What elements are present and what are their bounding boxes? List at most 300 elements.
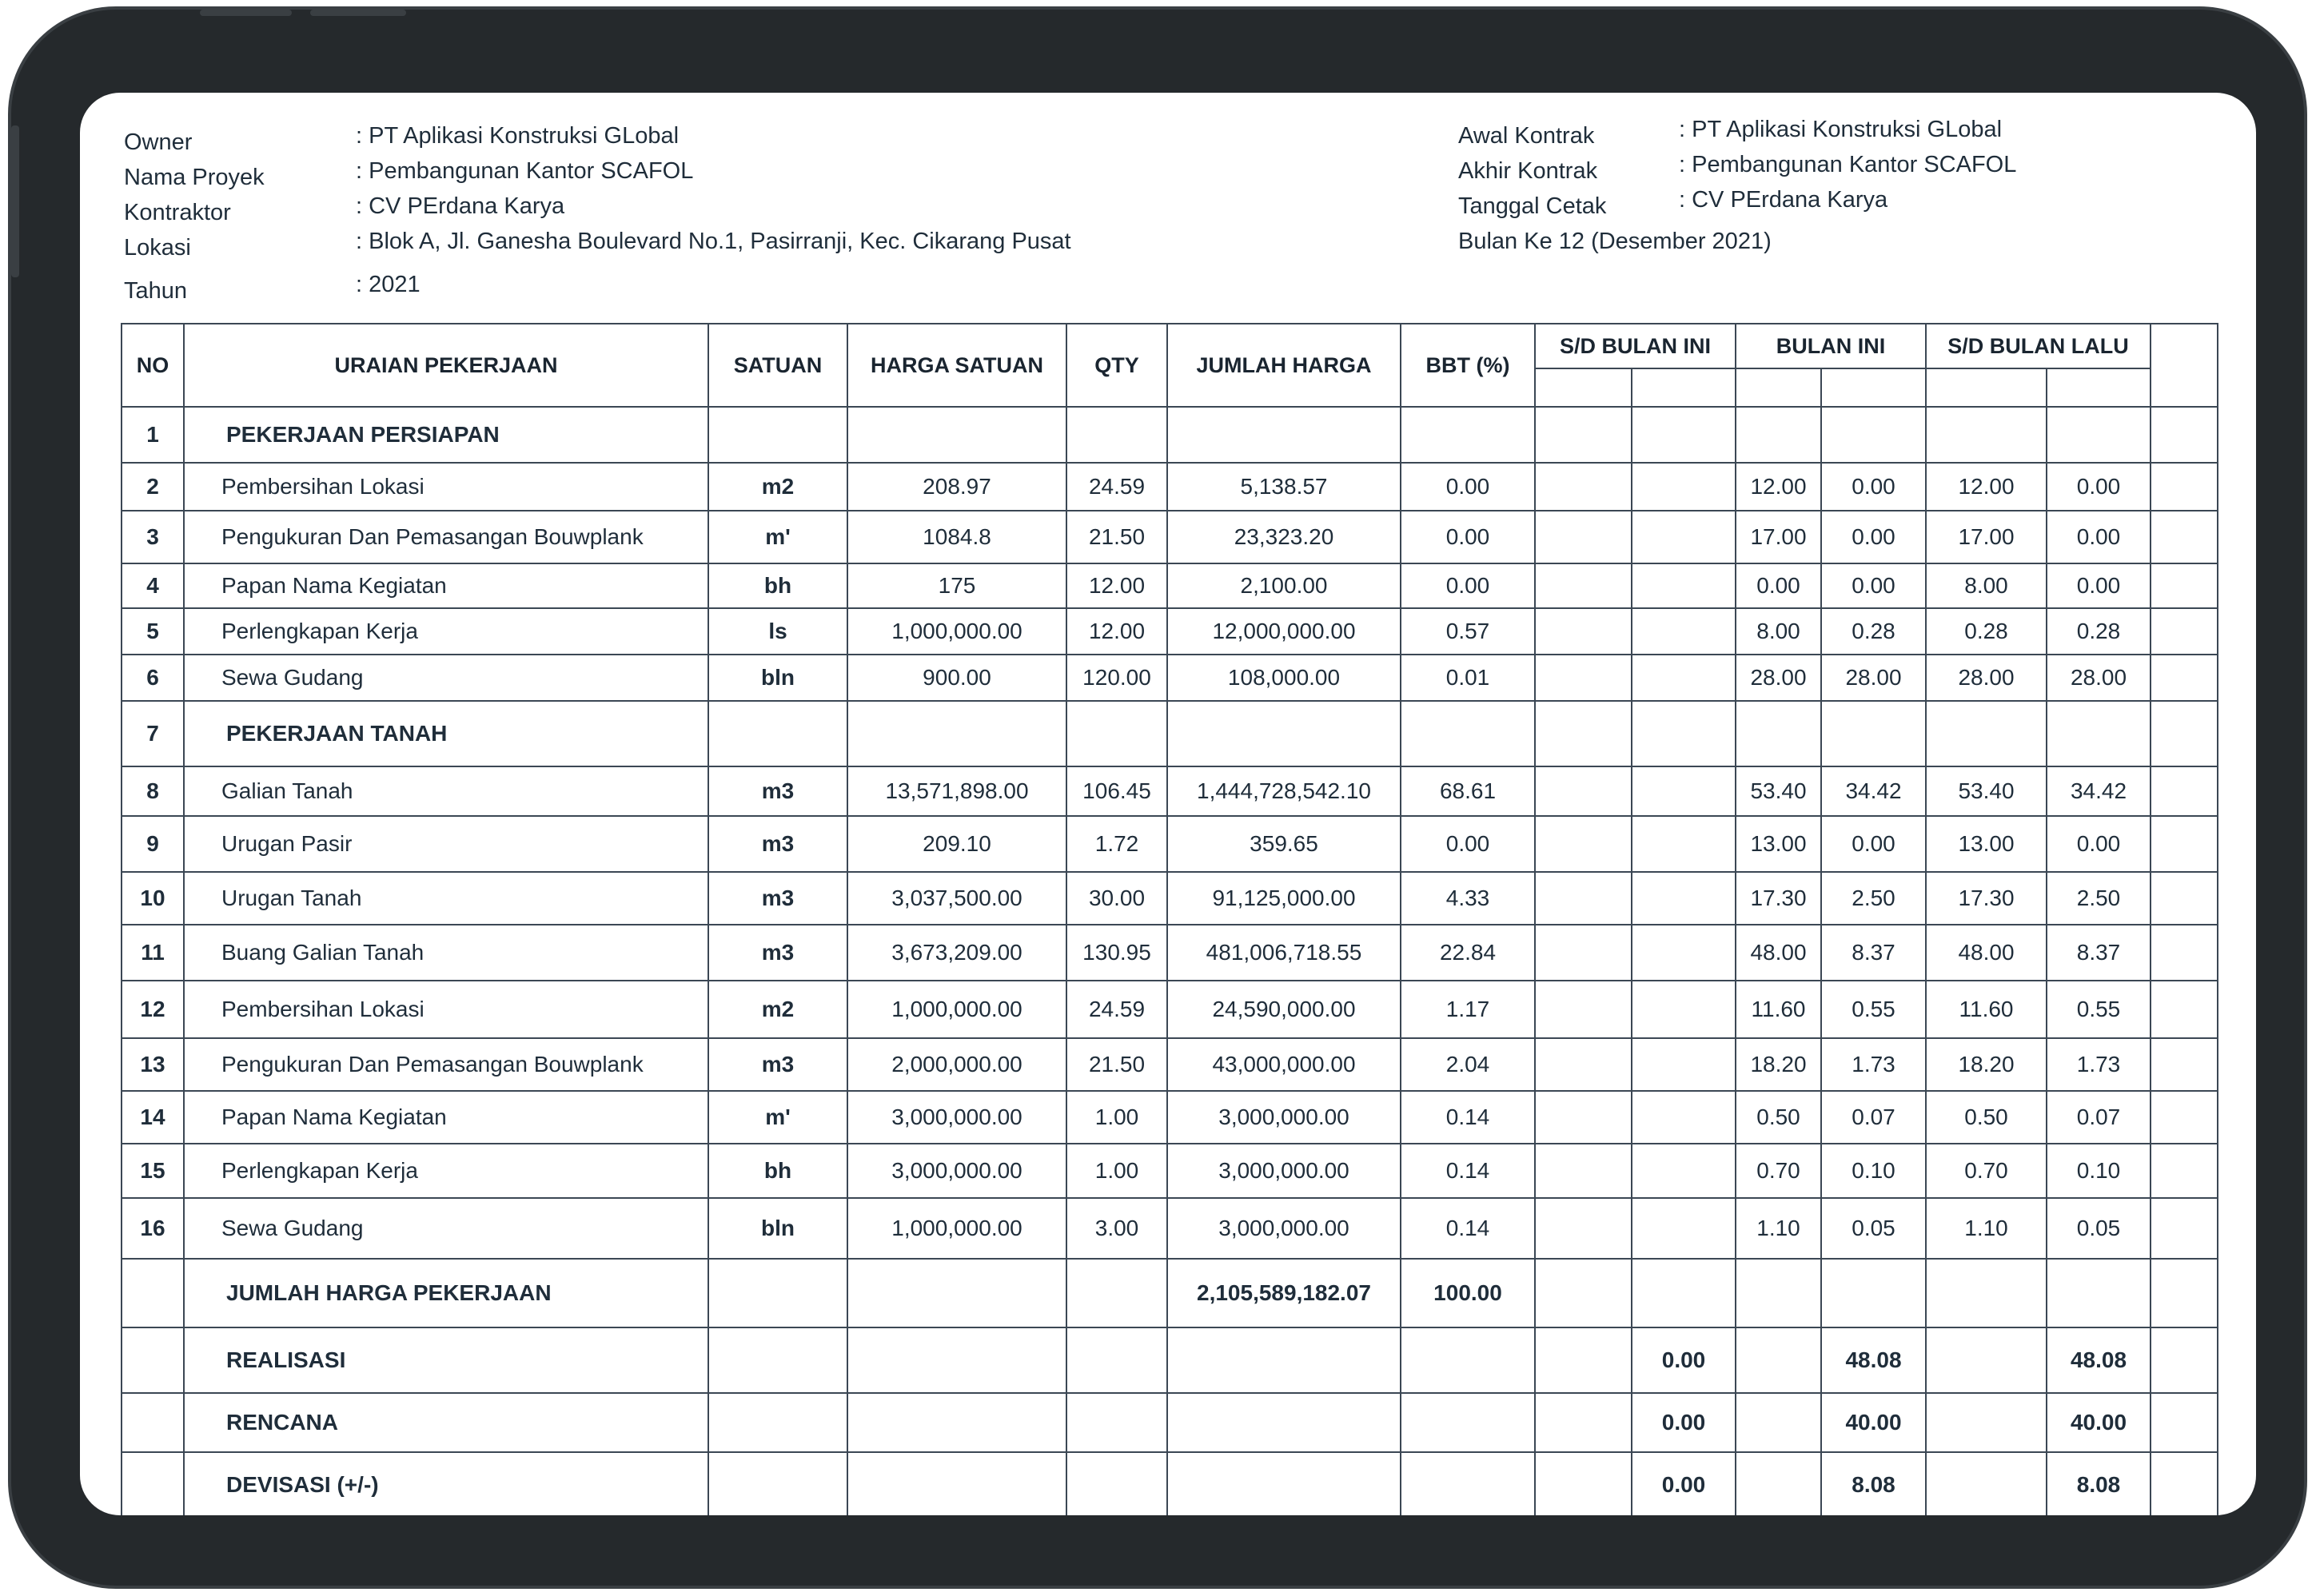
info-label: Tanggal Cetak [1458, 193, 1607, 219]
row-extra-cell [2151, 655, 2218, 701]
row-qty: 12.00 [1066, 563, 1167, 608]
row-sd-bulan-lalu-b: 1.73 [2047, 1038, 2151, 1091]
col-header-qty: QTY [1066, 324, 1167, 407]
row-uraian: Sewa Gudang [184, 1198, 708, 1259]
sub-header-cell [2047, 368, 2151, 407]
row-sd-bulan-ini-a [1535, 872, 1632, 925]
row-jumlah-harga: 3,000,000.00 [1167, 1091, 1401, 1144]
tablet-screen [80, 93, 2256, 1515]
row-bulan-ini-a: 0.70 [1736, 1144, 1821, 1198]
row-bbt: 2.04 [1401, 1038, 1535, 1091]
row-sd-bulan-ini-a [1535, 925, 1632, 981]
row-extra-cell [2151, 511, 2218, 563]
row-qty: 130.95 [1066, 925, 1167, 981]
row-satuan: m3 [708, 766, 847, 816]
row-bulan-ini-b: 0.55 [1821, 981, 1926, 1038]
total-row [122, 1452, 2218, 1515]
total-no [122, 1393, 184, 1452]
row-bulan-ini-b: 0.28 [1821, 608, 1926, 655]
row-bbt: 0.00 [1401, 563, 1535, 608]
row-extra-cell [2151, 816, 2218, 872]
row-sd-bulan-lalu-a: 0.50 [1926, 1091, 2047, 1144]
row-no: 13 [122, 1038, 184, 1091]
row-extra-cell [2151, 1144, 2218, 1198]
row-satuan: m2 [708, 981, 847, 1038]
row-bulan-ini-b [1821, 407, 1926, 463]
row-bulan-ini-b: 0.00 [1821, 816, 1926, 872]
info-value: : Pembangunan Kantor SCAFOL [1679, 152, 2017, 177]
total-sd-bulan-ini-a [1535, 1452, 1632, 1515]
row-sd-bulan-ini-a [1535, 981, 1632, 1038]
row-uraian: Papan Nama Kegiatan [184, 1091, 708, 1144]
total-qty [1066, 1327, 1167, 1393]
total-sd-bulan-lalu-b: 8.08 [2047, 1452, 2151, 1515]
row-sd-bulan-lalu-b: 8.37 [2047, 925, 2151, 981]
row-jumlah-harga: 359.65 [1167, 816, 1401, 872]
row-sd-bulan-lalu-a: 12.00 [1926, 463, 2047, 511]
row-uraian: PEKERJAAN PERSIAPAN [184, 407, 708, 463]
row-sd-bulan-ini-b [1632, 1038, 1736, 1091]
row-uraian: Perlengkapan Kerja [184, 608, 708, 655]
row-sd-bulan-lalu-b: 0.05 [2047, 1198, 2151, 1259]
tablet-button-top [200, 10, 292, 16]
row-sd-bulan-lalu-a: 11.60 [1926, 981, 2047, 1038]
row-jumlah-harga: 23,323.20 [1167, 511, 1401, 563]
row-qty: 106.45 [1066, 766, 1167, 816]
total-no [122, 1452, 184, 1515]
row-sd-bulan-lalu-b: 0.07 [2047, 1091, 2151, 1144]
row-uraian: Buang Galian Tanah [184, 925, 708, 981]
row-uraian: Galian Tanah [184, 766, 708, 816]
row-harga-satuan: 208.97 [847, 463, 1066, 511]
row-sd-bulan-ini-b [1632, 981, 1736, 1038]
total-bulan-ini-b: 40.00 [1821, 1393, 1926, 1452]
total-extra [2151, 1393, 2218, 1452]
col-header-extra [2151, 324, 2218, 407]
row-sd-bulan-ini-a [1535, 407, 1632, 463]
total-bulan-ini-a [1736, 1393, 1821, 1452]
row-bbt: 22.84 [1401, 925, 1535, 981]
row-bulan-ini-a: 11.60 [1736, 981, 1821, 1038]
total-harga [847, 1327, 1066, 1393]
table-row [122, 463, 2218, 511]
row-no: 1 [122, 407, 184, 463]
row-qty: 1.00 [1066, 1091, 1167, 1144]
row-extra-cell [2151, 1038, 2218, 1091]
row-sd-bulan-lalu-b: 0.10 [2047, 1144, 2151, 1198]
row-jumlah-harga: 3,000,000.00 [1167, 1144, 1401, 1198]
row-harga-satuan: 3,673,209.00 [847, 925, 1066, 981]
total-sd-bulan-ini-a [1535, 1327, 1632, 1393]
info-value: : PT Aplikasi Konstruksi GLobal [1679, 117, 2003, 142]
project-info-left [124, 123, 1243, 307]
row-qty: 120.00 [1066, 655, 1167, 701]
row-bulan-ini-a: 12.00 [1736, 463, 1821, 511]
table-totals [122, 1259, 2218, 1515]
row-sd-bulan-lalu-b: 34.42 [2047, 766, 2151, 816]
row-satuan: m3 [708, 816, 847, 872]
row-sd-bulan-ini-b [1632, 1144, 1736, 1198]
row-bulan-ini-b: 2.50 [1821, 872, 1926, 925]
rab-table [121, 323, 2218, 1515]
col-header-bulan-ini: BULAN INI [1736, 324, 1926, 368]
total-row [122, 1259, 2218, 1327]
row-bulan-ini-a: 0.50 [1736, 1091, 1821, 1144]
row-harga-satuan: 175 [847, 563, 1066, 608]
row-satuan [708, 407, 847, 463]
total-extra [2151, 1327, 2218, 1393]
row-satuan: m3 [708, 925, 847, 981]
row-bulan-ini-b: 0.07 [1821, 1091, 1926, 1144]
row-satuan [708, 701, 847, 766]
info-row-owner [124, 123, 1243, 158]
row-bbt: 0.14 [1401, 1198, 1535, 1259]
row-sd-bulan-lalu-a: 17.30 [1926, 872, 2047, 925]
row-satuan: m2 [708, 463, 847, 511]
tablet-button-top [310, 10, 406, 16]
project-info-right [1458, 117, 2226, 254]
row-sd-bulan-ini-a [1535, 563, 1632, 608]
total-bbt [1401, 1327, 1535, 1393]
total-no [122, 1259, 184, 1327]
total-sd-bulan-lalu-b: 40.00 [2047, 1393, 2151, 1452]
table-body [122, 407, 2218, 1259]
row-extra-cell [2151, 925, 2218, 981]
row-no: 16 [122, 1198, 184, 1259]
row-bulan-ini-b: 8.37 [1821, 925, 1926, 981]
table-row [122, 608, 2218, 655]
table-row [122, 563, 2218, 608]
row-sd-bulan-ini-b [1632, 655, 1736, 701]
row-no: 2 [122, 463, 184, 511]
total-harga [847, 1259, 1066, 1327]
row-no: 15 [122, 1144, 184, 1198]
row-qty: 21.50 [1066, 511, 1167, 563]
row-extra-cell [2151, 766, 2218, 816]
row-qty: 21.50 [1066, 1038, 1167, 1091]
table-row [122, 1144, 2218, 1198]
row-harga-satuan: 1,000,000.00 [847, 1198, 1066, 1259]
total-sd-bulan-lalu-a [1926, 1327, 2047, 1393]
table-row [122, 1038, 2218, 1091]
row-no: 11 [122, 925, 184, 981]
row-qty [1066, 407, 1167, 463]
row-uraian: Sewa Gudang [184, 655, 708, 701]
table-row [122, 872, 2218, 925]
total-row [122, 1393, 2218, 1452]
row-sd-bulan-lalu-a: 48.00 [1926, 925, 2047, 981]
total-sd-bulan-lalu-b: 48.08 [2047, 1327, 2151, 1393]
row-sd-bulan-lalu-b: 0.28 [2047, 608, 2151, 655]
row-bbt: 1.17 [1401, 981, 1535, 1038]
row-bbt: 0.00 [1401, 463, 1535, 511]
row-sd-bulan-ini-a [1535, 701, 1632, 766]
info-label: Kontraktor [124, 200, 231, 225]
row-extra-cell [2151, 981, 2218, 1038]
row-harga-satuan: 3,000,000.00 [847, 1091, 1066, 1144]
info-label: Awal Kontrak [1458, 123, 1595, 149]
total-bbt: 100.00 [1401, 1259, 1535, 1327]
tablet-frame [8, 6, 2307, 1589]
row-sd-bulan-ini-a [1535, 766, 1632, 816]
header-row [122, 324, 2218, 368]
row-satuan: bh [708, 1144, 847, 1198]
col-header-jumlah-harga: JUMLAH HARGA [1167, 324, 1401, 407]
row-sd-bulan-lalu-a: 18.20 [1926, 1038, 2047, 1091]
row-extra-cell [2151, 1198, 2218, 1259]
row-bulan-ini-a: 8.00 [1736, 608, 1821, 655]
row-bulan-ini-b: 0.00 [1821, 511, 1926, 563]
row-extra-cell [2151, 1091, 2218, 1144]
table-row [122, 816, 2218, 872]
info-value: : Blok A, Jl. Ganesha Boulevard No.1, Pasirranji, Kec. Cikarang Pusat [356, 229, 1071, 254]
info-row-awal-kontrak [1458, 117, 2226, 152]
total-qty [1066, 1259, 1167, 1327]
total-jumlah-harga [1167, 1393, 1401, 1452]
sub-header-cell [1632, 368, 1736, 407]
row-sd-bulan-lalu-a: 8.00 [1926, 563, 2047, 608]
row-sd-bulan-lalu-b: 0.55 [2047, 981, 2151, 1038]
total-bbt [1401, 1393, 1535, 1452]
row-bulan-ini-b [1821, 701, 1926, 766]
row-uraian: Pembersihan Lokasi [184, 463, 708, 511]
total-satuan [708, 1452, 847, 1515]
info-value: : CV PErdana Karya [356, 193, 565, 219]
col-header-harga-satuan: HARGA SATUAN [847, 324, 1066, 407]
total-sd-bulan-lalu-b [2047, 1259, 2151, 1327]
row-bulan-ini-a: 48.00 [1736, 925, 1821, 981]
row-bbt: 0.00 [1401, 816, 1535, 872]
table-row [122, 701, 2218, 766]
row-bulan-ini-a: 0.00 [1736, 563, 1821, 608]
row-jumlah-harga: 12,000,000.00 [1167, 608, 1401, 655]
row-no: 14 [122, 1091, 184, 1144]
row-sd-bulan-ini-a [1535, 1038, 1632, 1091]
row-bulan-ini-b: 28.00 [1821, 655, 1926, 701]
sub-header-cell [1535, 368, 1632, 407]
total-jumlah-harga [1167, 1452, 1401, 1515]
total-label: DEVISASI (+/-) [184, 1452, 708, 1515]
row-harga-satuan [847, 407, 1066, 463]
row-no: 4 [122, 563, 184, 608]
row-qty [1066, 701, 1167, 766]
table-row [122, 655, 2218, 701]
total-label: RENCANA [184, 1393, 708, 1452]
row-sd-bulan-lalu-b: 28.00 [2047, 655, 2151, 701]
row-jumlah-harga [1167, 407, 1401, 463]
row-harga-satuan: 900.00 [847, 655, 1066, 701]
col-header-sd-bulan-ini: S/D BULAN INI [1535, 324, 1736, 368]
total-harga [847, 1452, 1066, 1515]
row-bulan-ini-a: 1.10 [1736, 1198, 1821, 1259]
row-qty: 30.00 [1066, 872, 1167, 925]
row-sd-bulan-lalu-a: 0.28 [1926, 608, 2047, 655]
row-bulan-ini-b: 0.00 [1821, 563, 1926, 608]
row-sd-bulan-ini-a [1535, 463, 1632, 511]
info-value: : CV PErdana Karya [1679, 187, 1888, 213]
table-row [122, 1198, 2218, 1259]
row-qty: 12.00 [1066, 608, 1167, 655]
row-no: 12 [122, 981, 184, 1038]
row-qty: 24.59 [1066, 463, 1167, 511]
row-sd-bulan-ini-a [1535, 511, 1632, 563]
row-sd-bulan-lalu-b [2047, 407, 2151, 463]
total-label: JUMLAH HARGA PEKERJAAN [184, 1259, 708, 1327]
row-no: 3 [122, 511, 184, 563]
info-label: Tahun [124, 278, 188, 304]
row-harga-satuan [847, 701, 1066, 766]
row-jumlah-harga: 3,000,000.00 [1167, 1198, 1401, 1259]
row-bulan-ini-b: 34.42 [1821, 766, 1926, 816]
row-no: 5 [122, 608, 184, 655]
row-uraian: Pembersihan Lokasi [184, 981, 708, 1038]
row-sd-bulan-ini-b [1632, 1198, 1736, 1259]
total-satuan [708, 1327, 847, 1393]
row-bbt: 4.33 [1401, 872, 1535, 925]
total-bulan-ini-b: 48.08 [1821, 1327, 1926, 1393]
total-bulan-ini-a [1736, 1452, 1821, 1515]
info-row-tanggal-cetak [1458, 187, 2226, 222]
total-qty [1066, 1452, 1167, 1515]
row-jumlah-harga: 1,444,728,542.10 [1167, 766, 1401, 816]
total-jumlah-harga: 2,105,589,182.07 [1167, 1259, 1401, 1327]
row-satuan: m3 [708, 1038, 847, 1091]
total-sd-bulan-ini-b [1632, 1259, 1736, 1327]
row-sd-bulan-ini-b [1632, 563, 1736, 608]
table-row [122, 981, 2218, 1038]
total-qty [1066, 1393, 1167, 1452]
col-header-sd-bulan-lalu: S/D BULAN LALU [1926, 324, 2151, 368]
row-extra-cell [2151, 563, 2218, 608]
row-bulan-ini-b: 0.10 [1821, 1144, 1926, 1198]
row-sd-bulan-lalu-b: 0.00 [2047, 816, 2151, 872]
row-uraian: Perlengkapan Kerja [184, 1144, 708, 1198]
row-bulan-ini-a: 13.00 [1736, 816, 1821, 872]
row-satuan: bln [708, 655, 847, 701]
row-uraian: PEKERJAAN TANAH [184, 701, 708, 766]
total-row [122, 1327, 2218, 1393]
row-sd-bulan-lalu-a: 0.70 [1926, 1144, 2047, 1198]
row-bulan-ini-a [1736, 701, 1821, 766]
table-row [122, 766, 2218, 816]
row-extra-cell [2151, 407, 2218, 463]
row-harga-satuan: 13,571,898.00 [847, 766, 1066, 816]
row-satuan: bln [708, 1198, 847, 1259]
info-row-akhir-kontrak [1458, 152, 2226, 187]
row-sd-bulan-ini-b [1632, 872, 1736, 925]
table-row [122, 511, 2218, 563]
row-sd-bulan-ini-a [1535, 816, 1632, 872]
table-header [122, 324, 2218, 407]
row-satuan: bh [708, 563, 847, 608]
info-value: : Pembangunan Kantor SCAFOL [356, 158, 694, 184]
row-jumlah-harga: 43,000,000.00 [1167, 1038, 1401, 1091]
row-sd-bulan-ini-a [1535, 655, 1632, 701]
total-jumlah-harga [1167, 1327, 1401, 1393]
row-sd-bulan-lalu-a [1926, 701, 2047, 766]
row-satuan: ls [708, 608, 847, 655]
total-sd-bulan-ini-b: 0.00 [1632, 1452, 1736, 1515]
row-bulan-ini-a [1736, 407, 1821, 463]
row-extra-cell [2151, 463, 2218, 511]
col-header-satuan: SATUAN [708, 324, 847, 407]
info-row-nama-proyek [124, 158, 1243, 193]
row-sd-bulan-ini-b [1632, 816, 1736, 872]
total-extra [2151, 1452, 2218, 1515]
row-no: 7 [122, 701, 184, 766]
row-sd-bulan-lalu-b: 2.50 [2047, 872, 2151, 925]
sub-header-cell [1736, 368, 1821, 407]
total-bulan-ini-b: 8.08 [1821, 1452, 1926, 1515]
row-harga-satuan: 1,000,000.00 [847, 608, 1066, 655]
row-satuan: m3 [708, 872, 847, 925]
row-bulan-ini-b: 0.05 [1821, 1198, 1926, 1259]
row-uraian: Urugan Pasir [184, 816, 708, 872]
row-bbt [1401, 701, 1535, 766]
row-extra-cell [2151, 701, 2218, 766]
row-bulan-ini-a: 17.00 [1736, 511, 1821, 563]
total-sd-bulan-ini-b: 0.00 [1632, 1327, 1736, 1393]
row-jumlah-harga: 5,138.57 [1167, 463, 1401, 511]
row-bulan-ini-a: 17.30 [1736, 872, 1821, 925]
row-sd-bulan-lalu-b: 0.00 [2047, 563, 2151, 608]
row-sd-bulan-lalu-a [1926, 407, 2047, 463]
row-harga-satuan: 3,000,000.00 [847, 1144, 1066, 1198]
row-bulan-ini-b: 0.00 [1821, 463, 1926, 511]
row-qty: 24.59 [1066, 981, 1167, 1038]
row-no: 8 [122, 766, 184, 816]
total-sd-bulan-lalu-a [1926, 1393, 2047, 1452]
row-bbt: 0.57 [1401, 608, 1535, 655]
table-row [122, 925, 2218, 981]
row-no: 9 [122, 816, 184, 872]
table-row [122, 1091, 2218, 1144]
total-extra [2151, 1259, 2218, 1327]
total-bulan-ini-b [1821, 1259, 1926, 1327]
row-sd-bulan-lalu-a: 53.40 [1926, 766, 2047, 816]
row-uraian: Urugan Tanah [184, 872, 708, 925]
info-label: Lokasi [124, 235, 191, 261]
row-harga-satuan: 1,000,000.00 [847, 981, 1066, 1038]
row-harga-satuan: 3,037,500.00 [847, 872, 1066, 925]
row-bbt: 0.00 [1401, 511, 1535, 563]
info-label: Nama Proyek [124, 165, 265, 190]
row-sd-bulan-lalu-b [2047, 701, 2151, 766]
row-sd-bulan-ini-b [1632, 925, 1736, 981]
row-qty: 3.00 [1066, 1198, 1167, 1259]
row-sd-bulan-ini-b [1632, 608, 1736, 655]
col-header-bbt: BBT (%) [1401, 324, 1535, 407]
total-sd-bulan-ini-a [1535, 1393, 1632, 1452]
total-sd-bulan-lalu-a [1926, 1259, 2047, 1327]
total-sd-bulan-lalu-a [1926, 1452, 2047, 1515]
row-sd-bulan-ini-a [1535, 1144, 1632, 1198]
row-sd-bulan-ini-b [1632, 407, 1736, 463]
row-harga-satuan: 1084.8 [847, 511, 1066, 563]
table-row [122, 407, 2218, 463]
row-bbt [1401, 407, 1535, 463]
row-uraian: Pengukuran Dan Pemasangan Bouwplank [184, 511, 708, 563]
row-jumlah-harga [1167, 701, 1401, 766]
row-uraian: Papan Nama Kegiatan [184, 563, 708, 608]
total-no [122, 1327, 184, 1393]
row-bbt: 0.14 [1401, 1144, 1535, 1198]
row-bulan-ini-a: 53.40 [1736, 766, 1821, 816]
row-no: 10 [122, 872, 184, 925]
row-sd-bulan-ini-b [1632, 1091, 1736, 1144]
row-sd-bulan-lalu-a: 13.00 [1926, 816, 2047, 872]
row-harga-satuan: 2,000,000.00 [847, 1038, 1066, 1091]
